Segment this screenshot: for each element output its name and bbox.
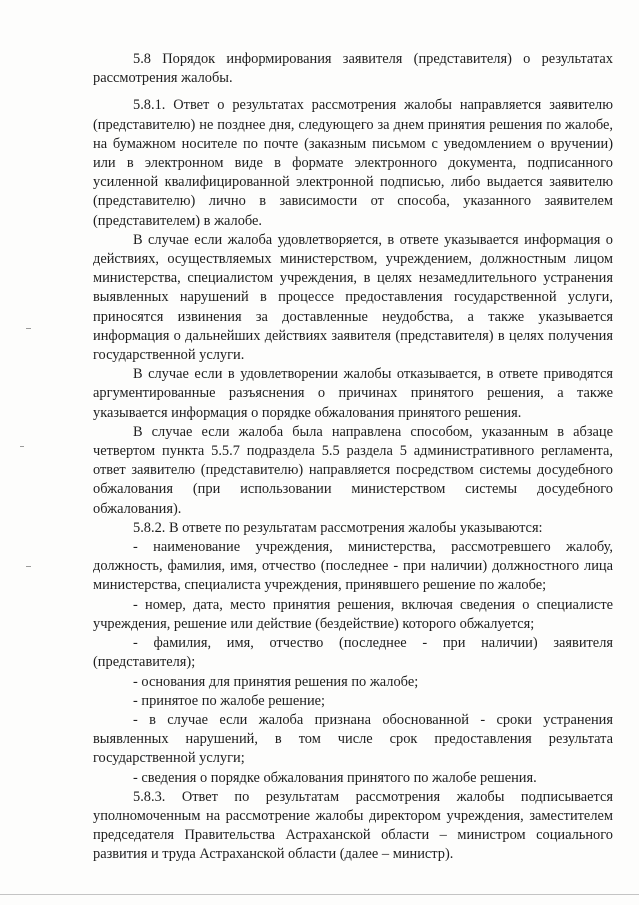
scan-artifact-mark	[26, 566, 31, 567]
paragraph-pretrial-system: В случае если жалоба была направлена способом, указанным в абзаце четвертом пункта 5.5.7 подраздела 5.5 раздела 5 административного регламента, ответ заявителю (представителю) направляется посредством системы досудебного обжалования (при использовании министерством системы досудебного обжалования).	[93, 423, 613, 517]
list-item: - принятое по жалобе решение;	[133, 692, 326, 709]
paragraph-5-8-2: 5.8.2. В ответе по результатам рассмотрения жалобы указываются:	[133, 519, 543, 536]
section-heading: 5.8 Порядок информирования заявителя (представителя) о результатах рассмотрения жалобы.	[93, 51, 613, 87]
paragraph-5-8-3: 5.8.3. Ответ по результатам рассмотрения жалобы подписывается уполномоченным на рассмотрение жалобы директором учреждения, заместителем председателя Правительства Астраханской области – министром социального развития и труда Астраханской области (далее – министр).	[93, 788, 613, 863]
list-item: - номер, дата, место принятия решения, включая сведения о специалисте учреждения, решение или действие (бездействие) которого обжалуется;	[93, 596, 613, 632]
list-item: - основания для принятия решения по жалобе;	[133, 673, 419, 690]
list-item: - в случае если жалоба признана обоснованной - сроки устранения выявленных нарушений, в том числе срок предоставления результата государственной услуги;	[93, 711, 613, 767]
list-item: - сведения о порядке обжалования принятого по жалобе решения.	[133, 769, 537, 786]
page-edge-line	[0, 894, 639, 895]
document-body	[93, 50, 613, 865]
list-item: - фамилия, имя, отчество (последнее - при наличии) заявителя (представителя);	[93, 635, 613, 671]
list-item: - наименование учреждения, министерства, рассмотревшего жалобу, должность, фамилия, имя, отчество (последнее - при наличии) должностного лица министерства, специалиста учреждения, принявшего решение по жалобе;	[93, 539, 613, 594]
paragraph-5-8-1: 5.8.1. Ответ о результатах рассмотрения жалобы направляется заявителю (представителю) не позднее дня, следующего за днем принятия решения по жалобе, на бумажном носителе по почте (заказным письмом с уведомлением о вручении) или в электронном виде в формате электронного документа, подписанного усиленной квалифицированной электронной подписью, либо выдается заявителю (представителю) лично в зависимости от способа, указанного заявителем (представителем) в жалобе.	[93, 97, 613, 229]
paragraph-complaint-satisfied: В случае если жалоба удовлетворяется, в ответе указывается информация о действиях, осуществляемых министерством, учреждением, должностным лицом министерства, специалистом учреждения, в целях незамедлительного устранения выявленных нарушений в процессе предоставления государственной услуги, приносятся извинения за доставленные неудобства, а также указывается информация о дальнейших действиях заявителя (представителя) в целях получения государственной услуги.	[93, 231, 613, 364]
scan-artifact-mark	[20, 446, 24, 447]
paragraph-complaint-refused: В случае если в удовлетворении жалобы отказывается, в ответе приводятся аргументированные разъяснения о причинах принятого решения, а также указывается информация о порядке обжалования принятого решения.	[93, 366, 613, 421]
scan-artifact-mark	[26, 328, 31, 329]
